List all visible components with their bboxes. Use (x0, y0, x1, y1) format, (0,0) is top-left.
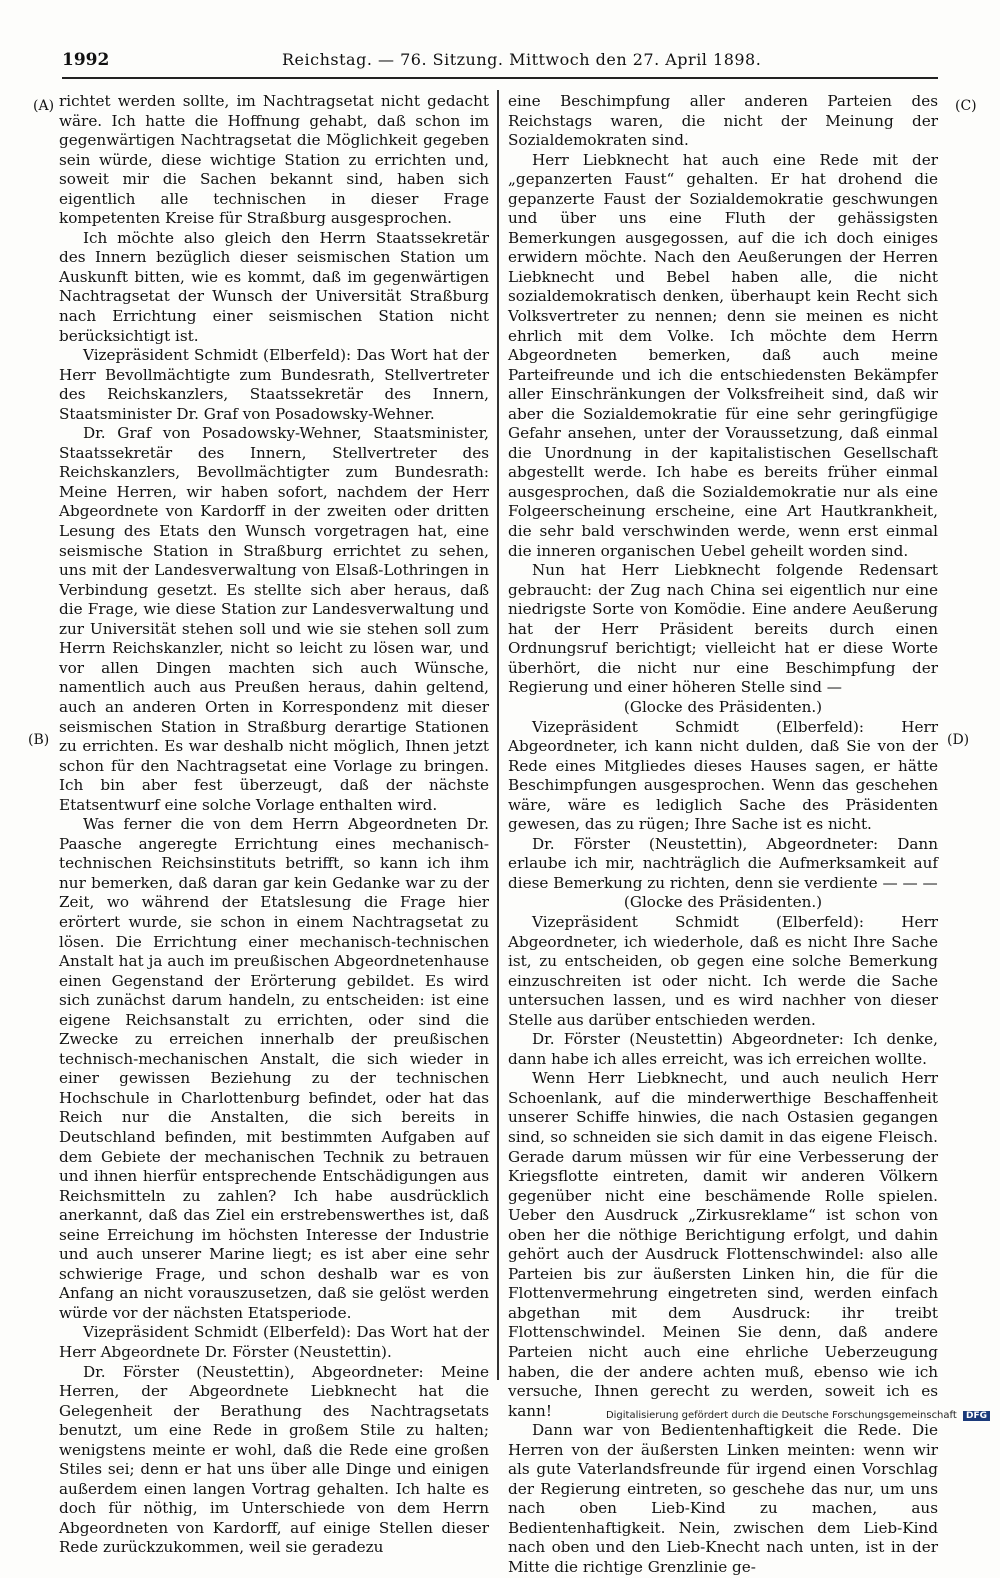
column-divider (497, 90, 499, 1380)
paragraph: richtet werden sollte, im Nachtragsetat nicht gedacht wäre. Ich hatte die Hoffnung gehabt, daß schon im gegenwärtigen Nachtragsetat die Möglichkeit gegeben sein würde, diese wichtige Station zu errichten und, soweit mir die Sachen bekannt sind, haben sich eigentlich alle technischen in dieser Frage kompetenten Kreise für Straßburg ausgesprochen. (59, 92, 489, 228)
paragraph: Dr. Förster (Neustettin), Abgeordneter: Dann erlaube ich mir, nachträglich die Aufmerksamkeit auf diese Bemerkung zu richten, denn sie verdiente — — — (508, 834, 938, 892)
right-column (508, 92, 938, 1578)
header-rule (62, 77, 938, 79)
running-title: Reichstag. — 76. Sitzung. Mittwoch den 27. April 1898. (282, 50, 762, 69)
paragraph: Vizepräsident Schmidt (Elberfeld): Herr Abgeordneter, ich kann nicht dulden, daß Sie von der Rede eines Mitgliedes dieses Hauses sagen, er hätte Beschimpfungen ausgesprochen. Wenn das geschehen wäre, wäre es lediglich Sache des Präsidenten gewesen, das zu rügen; Ihre Sache ist es nicht. (508, 717, 938, 834)
margin-marker-a: (A) (33, 98, 55, 114)
paragraph: Wenn Herr Liebknecht, und auch neulich Herr Schoenlank, auf die minderwerthige Beschaffenheit unserer Schiffe hinwies, die nach Ostasien gegangen sind, so schneiden sie sich damit in das eigene Fleisch. Gerade darum müssen wir für eine Verbesserung der Kriegsflotte eintreten, damit wir anderen Völkern gegenüber nicht eine beschämende Rolle spielen. Ueber den Ausdruck „Zirkusreklame“ ist schon von oben her die nöthige Berichtigung erfolgt, und dahin gehört auch der Ausdruck Flottenschwindel: also alle Parteien bis zur äußersten Linken hin, die für die Flottenvermehrung eingetreten sind, werden einfach abgethan mit dem Ausdruck: ihr treibt Flottenschwindel. Meinen Sie denn, daß andere Parteien nicht auch eine ehrliche Ueberzeugung haben, die der andere achten muß, ebenso wie ich versuche, Ihnen gerecht zu werden, soweit ich es kann! (508, 1069, 938, 1420)
page-header (62, 50, 934, 76)
paragraph: Dann war von Bedientenhaftigkeit die Rede. Die Herren von der äußersten Linken meinten: wenn wir als gute Vaterlandsfreunde für irgend einen Vorschlag der Regierung eintreten, so geschehe das nur, um uns nach oben Lieb-Kind zu machen, aus Bedientenhaftigkeit. Nein, zwischen dem Lieb-Kind nach oben und den Lieb-Knecht nach unten, ist in der Mitte die richtige Grenzlinie ge- (508, 1421, 938, 1577)
paragraph: Was ferner die von dem Herrn Abgeordneten Dr. Paasche angeregte Errichtung eines mechanisch-technischen Reichsinstituts betrifft, so kann ich ihm nur bemerken, daß daran gar kein Gedanke war zu der Zeit, wo während der Etatslesung die Frage hier erörtert wurde, sie schon in einem Nachtragsetat zu lösen. Die Errichtung einer mechanisch-technischen Anstalt hat ja auch im preußischen Abgeordnetenhause einen Gegenstand der Erörterung gebildet. Es wird sich zunächst darum handeln, zu entscheiden: ist eine eigene Reichsanstalt zu errichten, oder sind die Zwecke zu erreichen innerhalb der preußischen technisch-mechanischen Anstalt, die sich wieder in einer gewissen Beziehung zu der technischen Hochschule in Charlottenburg befindet, oder hat das Reich nur die Anstalten, die sich bereits in Deutschland befinden, mit bestimmten Aufgaben auf dem Gebiete der mechanischen Technik zu betrauen und ihnen hierfür entsprechende Entschädigungen aus Reichsmitteln zu zahlen? Ich habe ausdrücklich anerkannt, daß das Ziel ein erstrebenswerthes ist, daß seine Erreichung im höchsten Interesse der Industrie und auch unserer Marine liegt; es ist aber eine sehr schwierige Frage, und schon deshalb war es von Anfang an nicht vorauszusetzen, daß sie gelöst werden würde vor der nächsten Etatsperiode. (59, 815, 489, 1322)
paragraph: eine Beschimpfung aller anderen Parteien des Reichstags waren, die nicht der Meinung der Sozialdemokraten sind. (508, 92, 938, 150)
margin-marker-d: (D) (947, 732, 970, 748)
paragraph: Vizepräsident Schmidt (Elberfeld): Das Wort hat der Herr Bevollmächtigte zum Bundesrath, Stellvertreter des Reichskanzlers, Staatssekretär des Innern, Staatsminister Dr. Graf von Posadowsky-Wehner. (59, 346, 489, 423)
paragraph: Dr. Graf von Posadowsky-Wehner, Staatsminister, Staatssekretär des Innern, Stellvertreter des Reichskanzlers, Bevollmächtigter zum Bundesrath: Meine Herren, wir haben sofort, nachdem der Herr Abgeordnete von Kardorff in der zweiten oder dritten Lesung des Etats den Wunsch vorgetragen hat, eine seismische Station in Straßburg errichtet zu sehen, uns mit der Landesverwaltung von Elsaß-Lothringen in Verbindung gesetzt. Es stellte sich aber heraus, daß die Frage, wie diese Station zur Landesverwaltung und zur Universität stehen soll und wie sie stehen soll zum Herrn Reichskanzler, nicht so leicht zu lösen war, und vor allen Dingen machten sich auch Wünsche, namentlich auch aus Preußen heraus, dahin geltend, auch an anderen Orten in Korrespondenz mit dieser seismischen Station in Straßburg derartige Stationen zu errichten. Es war deshalb nicht möglich, Ihnen jetzt schon für den Nachtragsetat eine Vorlage zu bringen. Ich bin aber fest überzeugt, daß der nächste Etatsentwurf eine solche Vorlage enthalten wird. (59, 424, 489, 814)
stage-direction: (Glocke des Präsidenten.) (623, 697, 823, 716)
margin-marker-b: (B) (28, 732, 50, 748)
left-column (59, 92, 489, 1558)
paragraph: Nun hat Herr Liebknecht folgende Redensart gebraucht: der Zug nach China sei eigentlich nur eine niedrigste Sorte von Komödie. Eine andere Aeußerung hat der Herr Präsident bereits durch einen Ordnungsruf berichtigt; vielleicht hat er diese Worte überhört, die nicht nur eine Beschimpfung der Regierung und einer höheren Stelle sind — (508, 561, 938, 697)
stage-direction: (Glocke des Präsidenten.) (623, 893, 823, 912)
paragraph: Dr. Förster (Neustettin) Abgeordneter: Ich denke, dann habe ich alles erreicht, was ich erreichen wollte. (508, 1030, 938, 1068)
dfg-logo: DFG (963, 1411, 990, 1421)
paragraph: Ich möchte also gleich den Herrn Staatssekretär des Innern bezüglich dieser seismischen Station um Auskunft bitten, wie es kommt, daß im gegenwärtigen Nachtragsetat der Wunsch der Universität Straßburg nach Errichtung einer seismischen Station nicht berücksichtigt ist. (59, 228, 489, 345)
footer-text: Digitalisierung gefördert durch die Deutsche Forschungsgemeinschaft (605, 1410, 957, 1421)
paragraph: Dr. Förster (Neustettin), Abgeordneter: Meine Herren, der Abgeordnete Liebknecht hat die Gelegenheit der Berathung des Nachtragsetats benutzt, um eine Rede in großem Stile zu halten; wenigstens meinte er wohl, daß die Rede eine großen Stiles sei; denn er hat uns über alle Dinge und einigen außerdem einen langen Vortrag gehalten. Ich halte es doch für nöthig, im Unterschiede von dem Herrn Abgeordneten von Kardorff, auf einige Stellen dieser Rede zurückzukommen, weil sie geradezu (59, 1362, 489, 1557)
page-number: 1992 (62, 50, 110, 70)
footer-credit (606, 1410, 990, 1421)
paragraph: Herr Liebknecht hat auch eine Rede mit der „gepanzerten Faust“ gehalten. Er hat drohend die gepanzerte Faust der Sozialdemokratie geschwungen und über uns eine Fluth der gehässigsten Bemerkungen ausgegossen, auf die ich doch einiges erwidern möchte. Nach den Aeußerungen der Herren Liebknecht und Bebel haben alle, die nicht sozialdemokratisch denken, überhaupt kein Recht sich Volksvertreter zu nennen; denn sie meinen es nicht ehrlich mit dem Volke. Ich möchte dem Herrn Abgeordneten bemerken, daß auch meine Parteifreunde und ich die entschiedensten Bekämpfer aller Einschränkungen der Volksfreiheit sind, daß wir aber die Sozialdemokratie für eine sehr geringfügige Gefahr ansehen, unter der Voraussetzung, daß einmal die Unordnung in der kapitalistischen Gesellschaft abgestellt werde. Ich habe es bereits früher einmal ausgesprochen, daß die Sozialdemokratie nur als eine Folgeerscheinung erscheine, eine Art Hautkrankheit, die sehr bald verschwinden werde, wenn erst einmal die inneren organischen Uebel geheilt worden sind. (508, 150, 938, 560)
margin-marker-c: (C) (955, 98, 977, 114)
paragraph: Vizepräsident Schmidt (Elberfeld): Herr Abgeordneter, ich wiederhole, daß es nicht Ihre Sache ist, zu entscheiden, ob gegen eine solche Bemerkung einzuschreiten ist oder nicht. Ich werde die Sache untersuchen lassen, und es wird nachher von dieser Stelle aus darüber entschieden werden. (508, 912, 938, 1029)
paragraph: Vizepräsident Schmidt (Elberfeld): Das Wort hat der Herr Abgeordnete Dr. Förster (Neustettin). (59, 1323, 489, 1361)
